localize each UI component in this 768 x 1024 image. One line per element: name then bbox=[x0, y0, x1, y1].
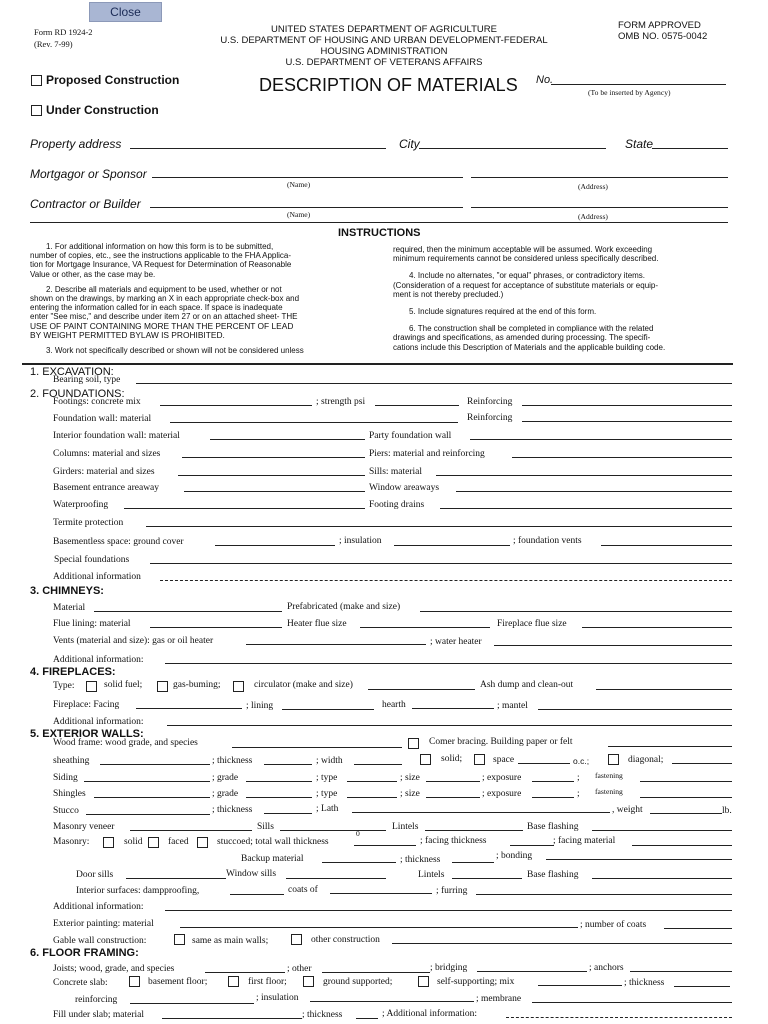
siding-type-field[interactable] bbox=[347, 781, 397, 782]
basementless-label: Basementless space: ground cover bbox=[53, 537, 184, 547]
waterproofing-field[interactable] bbox=[124, 508, 365, 509]
slab-thickness-field[interactable] bbox=[674, 986, 730, 987]
size-label: ; size bbox=[400, 789, 420, 799]
reinforcing-field[interactable] bbox=[522, 405, 732, 406]
girders-label: Girders: material and sizes bbox=[53, 467, 155, 477]
instruction-line: entering the information called for in each space. If space is inadequate bbox=[30, 303, 283, 313]
agency-line: U.S. DEPARTMENT OF HOUSING AND URBAN DEVELOPMENT-FEDERAL bbox=[220, 35, 548, 46]
instruction-line: 6. The construction shall be completed in compliance with the related bbox=[409, 324, 654, 334]
divider bbox=[30, 222, 728, 223]
circulator-checkbox[interactable] bbox=[233, 681, 244, 692]
sheathing-field[interactable] bbox=[100, 764, 210, 765]
basement-areaway-field[interactable] bbox=[184, 491, 365, 492]
piers-field[interactable] bbox=[512, 457, 732, 458]
agency-line: UNITED STATES DEPARTMENT OF AGRICULTURE bbox=[271, 24, 497, 35]
veneer-lintels-field[interactable] bbox=[425, 830, 523, 831]
zero-mark: 0 bbox=[356, 829, 360, 838]
joists-label: Joists; wood, grade, and species bbox=[53, 964, 175, 974]
state-field[interactable] bbox=[652, 148, 728, 149]
thickness-label: ; thickness bbox=[212, 756, 253, 766]
veneer-sills-field[interactable] bbox=[280, 830, 386, 831]
other-construction-checkbox[interactable] bbox=[291, 934, 302, 945]
fill-material-field[interactable] bbox=[162, 1018, 302, 1019]
instruction-line: 3. Work not specifically described or shown will not be considered unless bbox=[46, 346, 304, 356]
facing-material-field[interactable] bbox=[632, 845, 732, 846]
bridging-label: ; bridging bbox=[430, 963, 468, 973]
proposed-construction-checkbox[interactable] bbox=[31, 75, 42, 86]
joists-field[interactable] bbox=[205, 972, 285, 973]
anchors-label: ; anchors bbox=[589, 963, 624, 973]
number-label: No. bbox=[536, 74, 554, 86]
instruction-line: tion for Mortgage Insurance, VA Request for Determination of Reasonable bbox=[30, 260, 292, 270]
backup-thickness-field[interactable] bbox=[452, 862, 494, 863]
additional-info-field[interactable] bbox=[160, 580, 732, 581]
form-number: Form RD 1924-2 bbox=[34, 27, 93, 37]
siding-exposure-field[interactable] bbox=[532, 781, 574, 782]
number-of-coats-label: ; number of coats bbox=[580, 920, 647, 930]
masonry-label: Masonry: bbox=[53, 837, 90, 847]
lath-label: ; Lath bbox=[316, 804, 339, 814]
lintels-label: Lintels bbox=[392, 822, 419, 832]
base-flashing-label: Base flashing bbox=[527, 870, 579, 880]
thickness-label: ; thickness bbox=[624, 978, 665, 988]
close-button[interactable]: Close bbox=[89, 2, 162, 22]
mantel-field[interactable] bbox=[538, 709, 732, 710]
same-as-main-walls-label: same as main walls; bbox=[192, 936, 269, 946]
piers-label: Piers: material and reinforcing bbox=[369, 449, 485, 459]
instruction-line: drawings and specifications, as amended during processing. The specifi- bbox=[393, 333, 651, 343]
corner-bracing-checkbox[interactable] bbox=[408, 738, 419, 749]
form-title: DESCRIPTION OF MATERIALS bbox=[259, 75, 518, 95]
slab-reinforcing-field[interactable] bbox=[130, 1003, 254, 1004]
contractor-label: Contractor or Builder bbox=[30, 197, 141, 211]
mortgagor-name-field[interactable] bbox=[152, 177, 463, 178]
ground-supported-checkbox[interactable] bbox=[303, 976, 314, 987]
mantel-label: ; mantel bbox=[497, 701, 528, 711]
masonry-solid-checkbox[interactable] bbox=[103, 837, 114, 848]
footings-label: Footings: concrete mix bbox=[53, 397, 141, 407]
ash-dump-field[interactable] bbox=[596, 689, 732, 690]
additional-info-field[interactable] bbox=[167, 725, 732, 726]
backup-material-label: Backup material bbox=[241, 854, 304, 864]
sheathing-label: sheathing bbox=[53, 756, 90, 766]
sheathing-thickness-field[interactable] bbox=[264, 764, 312, 765]
stucco-field[interactable] bbox=[86, 814, 210, 815]
gas-oil-heater-field[interactable] bbox=[246, 644, 426, 645]
omb-approval bbox=[618, 20, 707, 42]
additional-info-label: Additional information: bbox=[53, 717, 144, 727]
water-heater-field[interactable] bbox=[494, 645, 732, 646]
mix-field[interactable] bbox=[538, 985, 622, 986]
backup-material-field[interactable] bbox=[322, 862, 396, 863]
semicolon: ; bbox=[577, 773, 580, 783]
section-fireplaces-title: 4. FIREPLACES: bbox=[30, 666, 116, 678]
stucco-thickness-field[interactable] bbox=[264, 813, 312, 814]
exposure-label: ; exposure bbox=[482, 773, 522, 783]
stucco-label: Stucco bbox=[53, 806, 79, 816]
special-foundations-label: Special foundations bbox=[54, 555, 130, 565]
interior-foundation-label: Interior foundation wall: material bbox=[53, 431, 180, 441]
base-flashing-field[interactable] bbox=[592, 878, 732, 879]
other-construction-label: other construction bbox=[311, 935, 380, 945]
interior-foundation-field[interactable] bbox=[210, 439, 365, 440]
name-note: (Name) bbox=[287, 180, 311, 189]
bearing-soil-label: Bearing soil, type bbox=[53, 375, 121, 385]
oc-label: o.c.; bbox=[573, 756, 590, 766]
footing-drains-label: Footing drains bbox=[369, 500, 425, 510]
number-field[interactable] bbox=[551, 84, 726, 85]
ash-dump-label: Ash dump and clean-out bbox=[480, 680, 574, 690]
instruction-line: USE OF PAINT CONTAINING MORE THAN THE PERCENT OF LEAD bbox=[30, 320, 294, 331]
coats-of-label: coats of bbox=[288, 885, 318, 895]
foundation-vents-label: ; foundation vents bbox=[513, 536, 582, 546]
sills-field[interactable] bbox=[436, 475, 732, 476]
self-supporting-checkbox[interactable] bbox=[418, 976, 429, 987]
gable-wall-label: Gable wall construction: bbox=[53, 936, 147, 946]
masonry-faced-checkbox[interactable] bbox=[148, 837, 159, 848]
masonry-veneer-label: Masonry veneer bbox=[53, 822, 115, 832]
section-exterior-walls-title: 5. EXTERIOR WALLS: bbox=[30, 728, 144, 740]
lining-label: ; lining bbox=[246, 701, 274, 711]
flue-lining-field[interactable] bbox=[150, 627, 282, 628]
additional-info-field[interactable] bbox=[506, 1017, 732, 1018]
window-areaways-label: Window areaways bbox=[369, 483, 440, 493]
facing-material-label: ; facing material bbox=[553, 836, 616, 846]
masonry-veneer-field[interactable] bbox=[130, 830, 252, 831]
window-sills-field[interactable] bbox=[286, 878, 386, 879]
membrane-field[interactable] bbox=[532, 1002, 732, 1003]
bonding-label: ; bonding bbox=[496, 851, 533, 861]
fill-thickness-field[interactable] bbox=[356, 1018, 378, 1019]
footing-drains-field[interactable] bbox=[440, 508, 732, 509]
basement-floor-label: basement floor; bbox=[148, 977, 208, 987]
city-label: City bbox=[399, 137, 420, 151]
agency-line: U.S. DEPARTMENT OF VETERANS AFFAIRS bbox=[285, 57, 483, 68]
window-sills-label: Window sills bbox=[226, 869, 277, 879]
sills-label: Sills bbox=[257, 822, 274, 832]
wood-frame-label: Wood frame: wood grade, and species bbox=[53, 738, 198, 748]
insulation-field[interactable] bbox=[394, 545, 510, 546]
space-label: space bbox=[493, 755, 515, 765]
diagonal-checkbox[interactable] bbox=[608, 754, 619, 765]
weight-label: , weight bbox=[612, 805, 643, 815]
agency-line: HOUSING ADMINISTRATION bbox=[320, 46, 448, 57]
siding-label: Siding bbox=[53, 773, 78, 783]
space-field[interactable] bbox=[518, 763, 570, 764]
heater-flue-field[interactable] bbox=[360, 627, 490, 628]
ground-cover-field[interactable] bbox=[215, 545, 335, 546]
columns-label: Columns: material and sizes bbox=[53, 449, 161, 459]
reinforcing-label: Reinforcing bbox=[467, 413, 513, 423]
additional-info-label: Additional information: bbox=[53, 655, 144, 665]
form-revision: (Rev. 7-99) bbox=[34, 39, 73, 49]
solid-label: solid; bbox=[441, 754, 463, 764]
lining-field[interactable] bbox=[282, 709, 374, 710]
contractor-address-field[interactable] bbox=[471, 207, 728, 208]
shingles-size-field[interactable] bbox=[426, 797, 480, 798]
section-chimneys-title: 3. CHIMNEYS: bbox=[30, 585, 104, 597]
concrete-slab-label: Concrete slab: bbox=[53, 978, 108, 988]
contractor-name-field[interactable] bbox=[150, 207, 463, 208]
solid-fuel-checkbox[interactable] bbox=[86, 681, 97, 692]
bridging-field[interactable] bbox=[477, 971, 587, 972]
fastening-label: fastening bbox=[595, 787, 623, 796]
city-field[interactable] bbox=[419, 148, 606, 149]
lb-label: lb. bbox=[722, 806, 732, 816]
space-checkbox[interactable] bbox=[474, 754, 485, 765]
strength-field[interactable] bbox=[375, 405, 459, 406]
termite-field[interactable] bbox=[146, 526, 732, 527]
girders-field[interactable] bbox=[178, 475, 365, 476]
instruction-line: minimum requirements cannot be considered unless specifically described. bbox=[393, 254, 659, 264]
facing-field[interactable] bbox=[136, 708, 242, 709]
instruction-line: 5. Include signatures required at the end of this form. bbox=[409, 307, 597, 317]
siding-grade-field[interactable] bbox=[246, 781, 312, 782]
prefabricated-label: Prefabricated (make and size) bbox=[287, 602, 401, 612]
instruction-line: cations include this Description of Materials and the applicable building code. bbox=[393, 342, 666, 352]
hearth-label: hearth bbox=[382, 700, 406, 710]
special-foundations-field[interactable] bbox=[150, 563, 732, 564]
waterproofing-label: Waterproofing bbox=[53, 500, 109, 510]
solid-fuel-label: solid fuel; bbox=[104, 680, 143, 690]
gas-burning-checkbox[interactable] bbox=[157, 681, 168, 692]
shingles-exposure-field[interactable] bbox=[532, 797, 574, 798]
section-excavation-title: 1. EXCAVATION: bbox=[30, 366, 114, 378]
diagonal-label: diagonal; bbox=[628, 755, 664, 765]
veneer-base-flashing-field[interactable] bbox=[592, 830, 732, 831]
instruction-line: number of copies, etc., see the instructions applicable to the FHA Applica- bbox=[30, 251, 292, 261]
additional-info-field[interactable] bbox=[165, 910, 732, 911]
chimney-material-field[interactable] bbox=[94, 611, 282, 612]
door-sills-field[interactable] bbox=[126, 878, 226, 879]
grade-label: ; grade bbox=[212, 773, 239, 783]
divider bbox=[22, 363, 733, 365]
solid-checkbox[interactable] bbox=[420, 754, 431, 765]
type-label: ; type bbox=[316, 789, 338, 799]
wood-frame-field[interactable] bbox=[232, 747, 402, 748]
exterior-painting-label: Exterior painting: material bbox=[53, 919, 154, 929]
instructions-title: INSTRUCTIONS bbox=[338, 227, 421, 239]
shingles-field[interactable] bbox=[94, 797, 210, 798]
under-construction-label: Under Construction bbox=[46, 103, 159, 117]
address-note: (Address) bbox=[578, 212, 608, 221]
grade-label: ; grade bbox=[212, 789, 239, 799]
number-of-coats-field[interactable] bbox=[664, 928, 732, 929]
instruction-line: required, then the minimum acceptable will be assumed. Work exceeding bbox=[393, 245, 653, 254]
agency-block bbox=[180, 24, 588, 68]
other-field[interactable] bbox=[322, 972, 430, 973]
width-label: ; width bbox=[316, 756, 343, 766]
reinforcing-label: reinforcing bbox=[75, 995, 118, 1005]
self-supporting-label: self-supporting; mix bbox=[437, 977, 515, 987]
party-wall-field[interactable] bbox=[470, 439, 732, 440]
furring-label: ; furring bbox=[436, 886, 468, 896]
vents-label: Vents (material and size): gas or oil heater bbox=[53, 636, 214, 646]
additional-info-label: Additional information bbox=[53, 572, 141, 582]
masonry-solid-label: solid bbox=[124, 837, 143, 847]
foundation-vents-field[interactable] bbox=[601, 545, 732, 546]
first-floor-checkbox[interactable] bbox=[228, 976, 239, 987]
insulation-label: ; insulation bbox=[256, 993, 299, 1003]
width-field[interactable] bbox=[354, 764, 402, 765]
facing-label: Fireplace: Facing bbox=[53, 700, 120, 710]
interior-surfaces-label: Interior surfaces: dampproofing, bbox=[76, 886, 200, 896]
masonry-stuccoed-label: stuccoed; total wall thickness bbox=[217, 837, 329, 847]
approval-number: OMB NO. 0575-0042 bbox=[618, 31, 708, 42]
state-label: State bbox=[625, 137, 654, 151]
ground-supported-label: ground supported; bbox=[323, 977, 393, 987]
strength-label: ; strength psi bbox=[316, 397, 366, 407]
property-address-field[interactable] bbox=[130, 148, 386, 149]
hearth-field[interactable] bbox=[412, 708, 494, 709]
instruction-line: 1. For additional information on how this form is to be submitted, bbox=[46, 242, 274, 251]
property-address-label: Property address bbox=[30, 137, 122, 151]
masonry-faced-label: faced bbox=[168, 837, 189, 847]
additional-info-label: Additional information: bbox=[53, 902, 144, 912]
mortgagor-address-field[interactable] bbox=[471, 177, 728, 178]
reinforcing-field[interactable] bbox=[522, 421, 732, 422]
instruction-line: enter "See misc," and describe under item 27 or on an attached sheet- THE bbox=[30, 312, 298, 322]
instruction-line: 2. Describe all materials and equipment to be used, whether or not bbox=[46, 284, 282, 294]
instruction-line: shown on the drawings, by marking an X in each appropriate check-box and bbox=[30, 294, 300, 304]
weight-field[interactable] bbox=[650, 813, 722, 814]
name-note: (Name) bbox=[287, 210, 311, 219]
thickness-label: ; thickness bbox=[400, 855, 441, 865]
fastening-label: fastening bbox=[595, 771, 623, 780]
circulator-label: circulator (make and size) bbox=[254, 680, 353, 690]
same-as-main-walls-checkbox[interactable] bbox=[174, 934, 185, 945]
address-note: (Address) bbox=[578, 182, 608, 191]
under-construction-checkbox[interactable] bbox=[31, 105, 42, 116]
shingles-fastening-field[interactable] bbox=[640, 797, 732, 798]
fireplace-flue-label: Fireplace flue size bbox=[497, 619, 567, 629]
instruction-line: BY WEIGHT PERMITTED BYLAW IS PROHIBITED. bbox=[30, 329, 225, 340]
basement-areaway-label: Basement entrance areaway bbox=[53, 483, 160, 493]
foundation-wall-field[interactable] bbox=[170, 422, 458, 423]
termite-label: Termite protection bbox=[53, 518, 124, 528]
fireplace-flue-field[interactable] bbox=[582, 627, 732, 628]
door-sills-label: Door sills bbox=[76, 870, 114, 880]
membrane-label: ; membrane bbox=[476, 994, 522, 1004]
anchors-field[interactable] bbox=[630, 971, 732, 972]
base-flashing-label: Base flashing bbox=[527, 822, 579, 832]
columns-field[interactable] bbox=[182, 457, 365, 458]
facing-thickness-label: ; facing thickness bbox=[420, 836, 487, 846]
size-label: ; size bbox=[400, 773, 420, 783]
instruction-line: 4. Include no alternates, "or equal" phrases, or contradictory items. bbox=[409, 271, 646, 281]
additional-info-label: ; Additional information: bbox=[382, 1009, 477, 1019]
exposure-label: ; exposure bbox=[482, 789, 522, 799]
insulation-label: ; insulation bbox=[339, 536, 382, 546]
heater-flue-label: Heater flue size bbox=[287, 619, 347, 629]
lintels-label: Lintels bbox=[418, 870, 445, 880]
building-paper-field[interactable] bbox=[608, 746, 732, 747]
type-label: Type: bbox=[53, 681, 75, 691]
other-construction-field[interactable] bbox=[392, 943, 732, 944]
thickness-label: ; thickness bbox=[212, 805, 253, 815]
section-foundations-title: 2. FOUNDATIONS: bbox=[30, 388, 125, 400]
shingles-grade-field[interactable] bbox=[246, 797, 312, 798]
slab-insulation-field[interactable] bbox=[310, 1001, 474, 1002]
thickness-label: ; thickness bbox=[302, 1010, 343, 1020]
proposed-construction-label: Proposed Construction bbox=[46, 73, 180, 87]
shingles-label: Shingles bbox=[53, 789, 86, 799]
prefabricated-field[interactable] bbox=[420, 611, 732, 612]
semicolon: ; bbox=[577, 789, 580, 799]
footings-field[interactable] bbox=[160, 405, 312, 406]
reinforcing-label: Reinforcing bbox=[467, 397, 513, 407]
bonding-field[interactable] bbox=[546, 859, 732, 860]
diagonal-field[interactable] bbox=[672, 763, 732, 764]
first-floor-label: first floor; bbox=[248, 977, 287, 987]
coats-of-field[interactable] bbox=[330, 893, 432, 894]
exterior-painting-field[interactable] bbox=[180, 927, 578, 928]
basement-floor-checkbox[interactable] bbox=[129, 976, 140, 987]
siding-size-field[interactable] bbox=[426, 781, 480, 782]
foundation-wall-label: Foundation wall: material bbox=[53, 414, 152, 424]
other-label: ; other bbox=[287, 964, 312, 974]
total-wall-thickness-field[interactable] bbox=[354, 845, 416, 846]
corner-bracing-label: Comer bracing. Building paper or felt bbox=[429, 737, 573, 747]
instruction-line: (Consideration of a request for acceptance of substitute materials or equip- bbox=[393, 280, 659, 290]
instruction-line: Value or other, as the case may be. bbox=[30, 269, 156, 279]
facing-thickness-field[interactable] bbox=[510, 845, 554, 846]
siding-field[interactable] bbox=[84, 781, 210, 782]
chimney-material-label: Material bbox=[53, 603, 86, 613]
dampproofing-field[interactable] bbox=[230, 894, 284, 895]
circulator-field[interactable] bbox=[368, 689, 475, 690]
fill-under-slab-label: Fill under slab; material bbox=[53, 1010, 145, 1020]
bearing-soil-field[interactable] bbox=[136, 383, 732, 384]
type-label: ; type bbox=[316, 773, 338, 783]
instructions-right bbox=[393, 245, 733, 352]
masonry-stuccoed-checkbox[interactable] bbox=[197, 837, 208, 848]
water-heater-label: ; water heater bbox=[430, 637, 482, 647]
shingles-type-field[interactable] bbox=[347, 797, 397, 798]
section-floor-framing-title: 6. FLOOR FRAMING: bbox=[30, 947, 139, 959]
flue-lining-label: Flue lining: material bbox=[53, 619, 131, 629]
lath-field[interactable] bbox=[352, 812, 610, 813]
sills-label: Sills: material bbox=[369, 467, 423, 477]
furring-field[interactable] bbox=[476, 894, 732, 895]
instructions-left bbox=[30, 242, 360, 355]
mortgagor-label: Mortgagor or Sponsor bbox=[30, 167, 147, 181]
instruction-line: ment is not thereby precluded.) bbox=[393, 289, 504, 299]
number-note: (To be inserted by Agency) bbox=[588, 88, 671, 97]
lintels-field[interactable] bbox=[452, 878, 522, 879]
gas-burning-label: gas-buming; bbox=[173, 680, 221, 690]
party-wall-label: Party foundation wall bbox=[369, 431, 452, 441]
siding-fastening-field[interactable] bbox=[640, 781, 732, 782]
window-areaways-field[interactable] bbox=[456, 491, 732, 492]
additional-info-field[interactable] bbox=[165, 663, 732, 664]
approval-line: FORM APPROVED bbox=[618, 20, 701, 31]
